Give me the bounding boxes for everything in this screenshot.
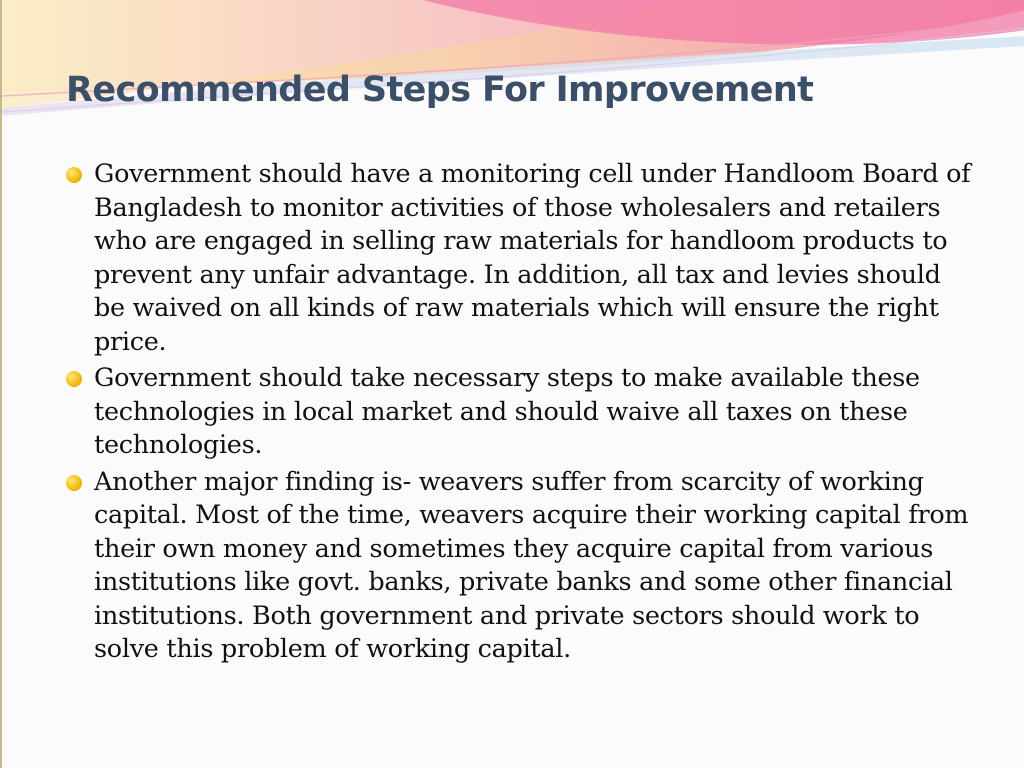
bullet-dot-icon <box>66 371 82 387</box>
bullet-item <box>64 158 974 359</box>
bullet-dot-icon <box>66 167 82 183</box>
bullet-text: Government should have a monitoring cell under Handloom Board of Bangladesh to monitor activities of those wholesalers and retailers who are engaged in selling raw materials for handloom products to prevent any unfair advantage. In addition, all tax and levies should be waived on all kinds of raw materials which will ensure the right price. <box>94 159 971 357</box>
bullet-text: Another major finding is- weavers suffer from scarcity of working capital. Most of the time, weavers acquire their working capital from their own money and sometimes they acquire capital from various institutions like govt. banks, private banks and some other financial institutions. Both government and private sectors should work to solve this problem of working capital. <box>94 466 969 664</box>
slide-title: Recommended Steps For Improvement <box>66 70 814 110</box>
bullet-item <box>64 466 974 667</box>
bullet-item <box>64 362 974 463</box>
bullet-dot-icon <box>66 475 82 491</box>
slide-header-decoration <box>2 0 1024 130</box>
bullet-list <box>64 158 974 670</box>
bullet-text: Government should take necessary steps to make available these technologies in local market and should waive all taxes on these technologies. <box>94 363 920 460</box>
